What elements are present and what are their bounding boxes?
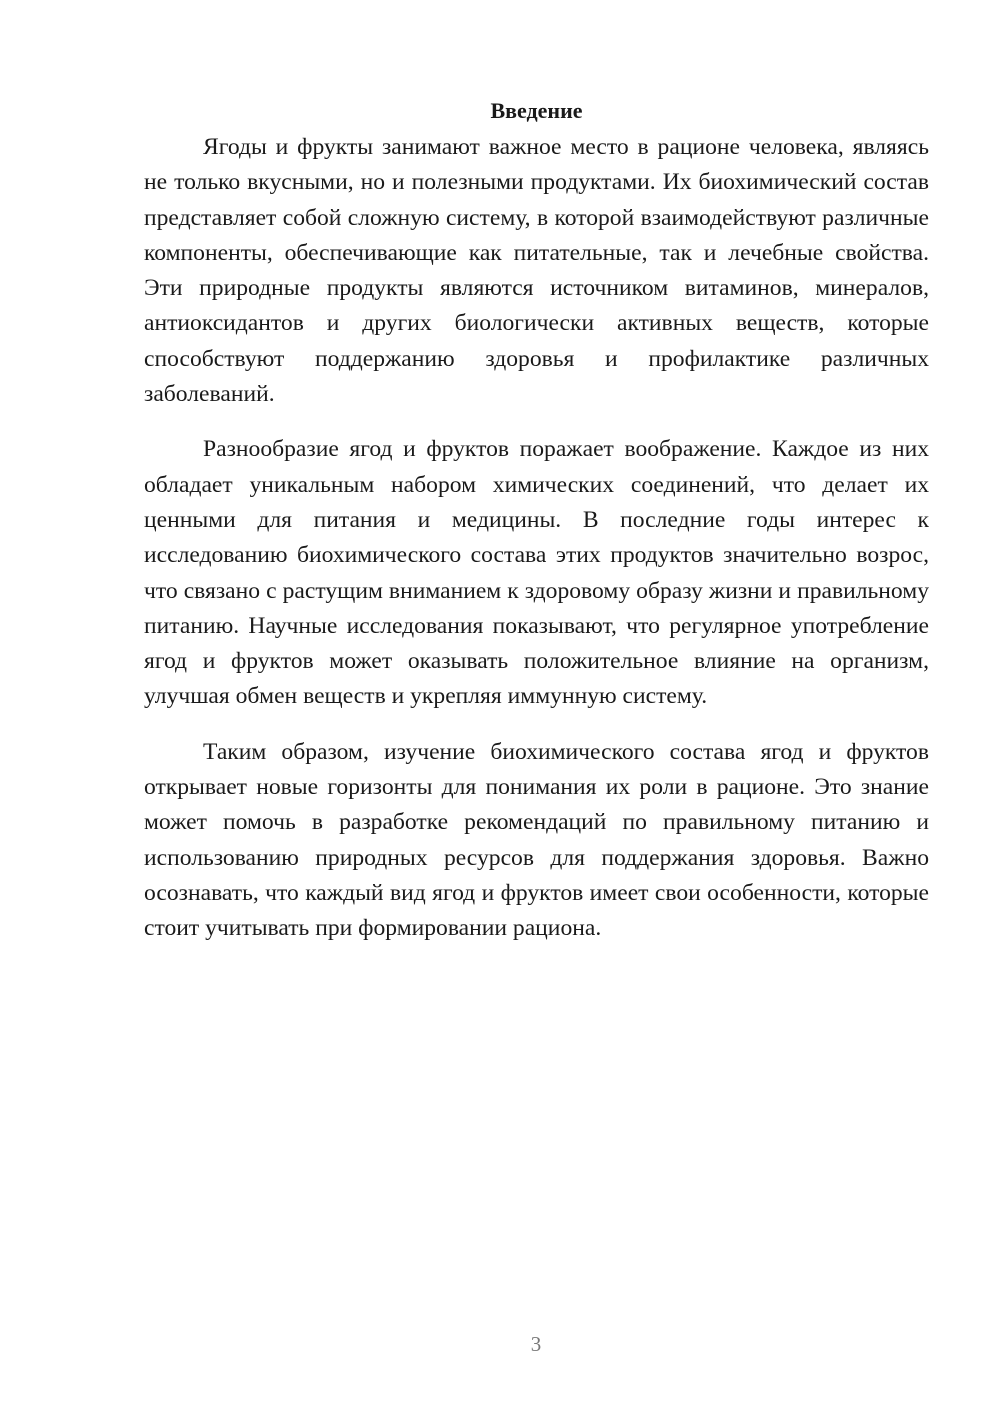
paragraph-3: Таким образом, изучение биохимического состава ягод и фруктов открывает новые горизонты для понимания их роли в рационе. Это знание может помочь в разработке рекомендаций по правильному питанию и использованию природных ресурсов для поддержания здоровья. Важно осознавать, что каждый вид ягод и фруктов имеет свои особенности, которые стоит учитывать при формировании рациона. xyxy=(144,738,929,942)
paragraph-1: Ягоды и фрукты занимают важное место в рационе человека, являясь не только вкусными, но и полезными продуктами. Их биохимический состав представляет собой сложную систему, в которой взаимодействуют различные компоненты, обеспечивающие как питательные, так и лечебные свойства. Эти природные продукты являются источником витаминов, минералов, антиоксидантов и других биологически активных веществ, которые способствуют поддержанию здоровья и профилактике различных заболеваний. xyxy=(144,134,929,408)
section-heading: Введение xyxy=(490,98,583,123)
document-body xyxy=(144,93,929,947)
paragraph-2: Разнообразие ягод и фруктов поражает воображение. Каждое из них обладает уникальным набором химических соединений, что делает их ценными для питания и медицины. В последние годы интерес к исследованию биохимического состава этих продуктов значительно возрос, что связано с растущим вниманием к здоровому образу жизни и правильному питанию. Научные исследования показывают, что регулярное употребление ягод и фруктов может оказывать положительное влияние на организм, улучшая обмен веществ и укрепляя иммунную систему. xyxy=(144,436,929,710)
page-number: 3 xyxy=(530,1332,542,1356)
